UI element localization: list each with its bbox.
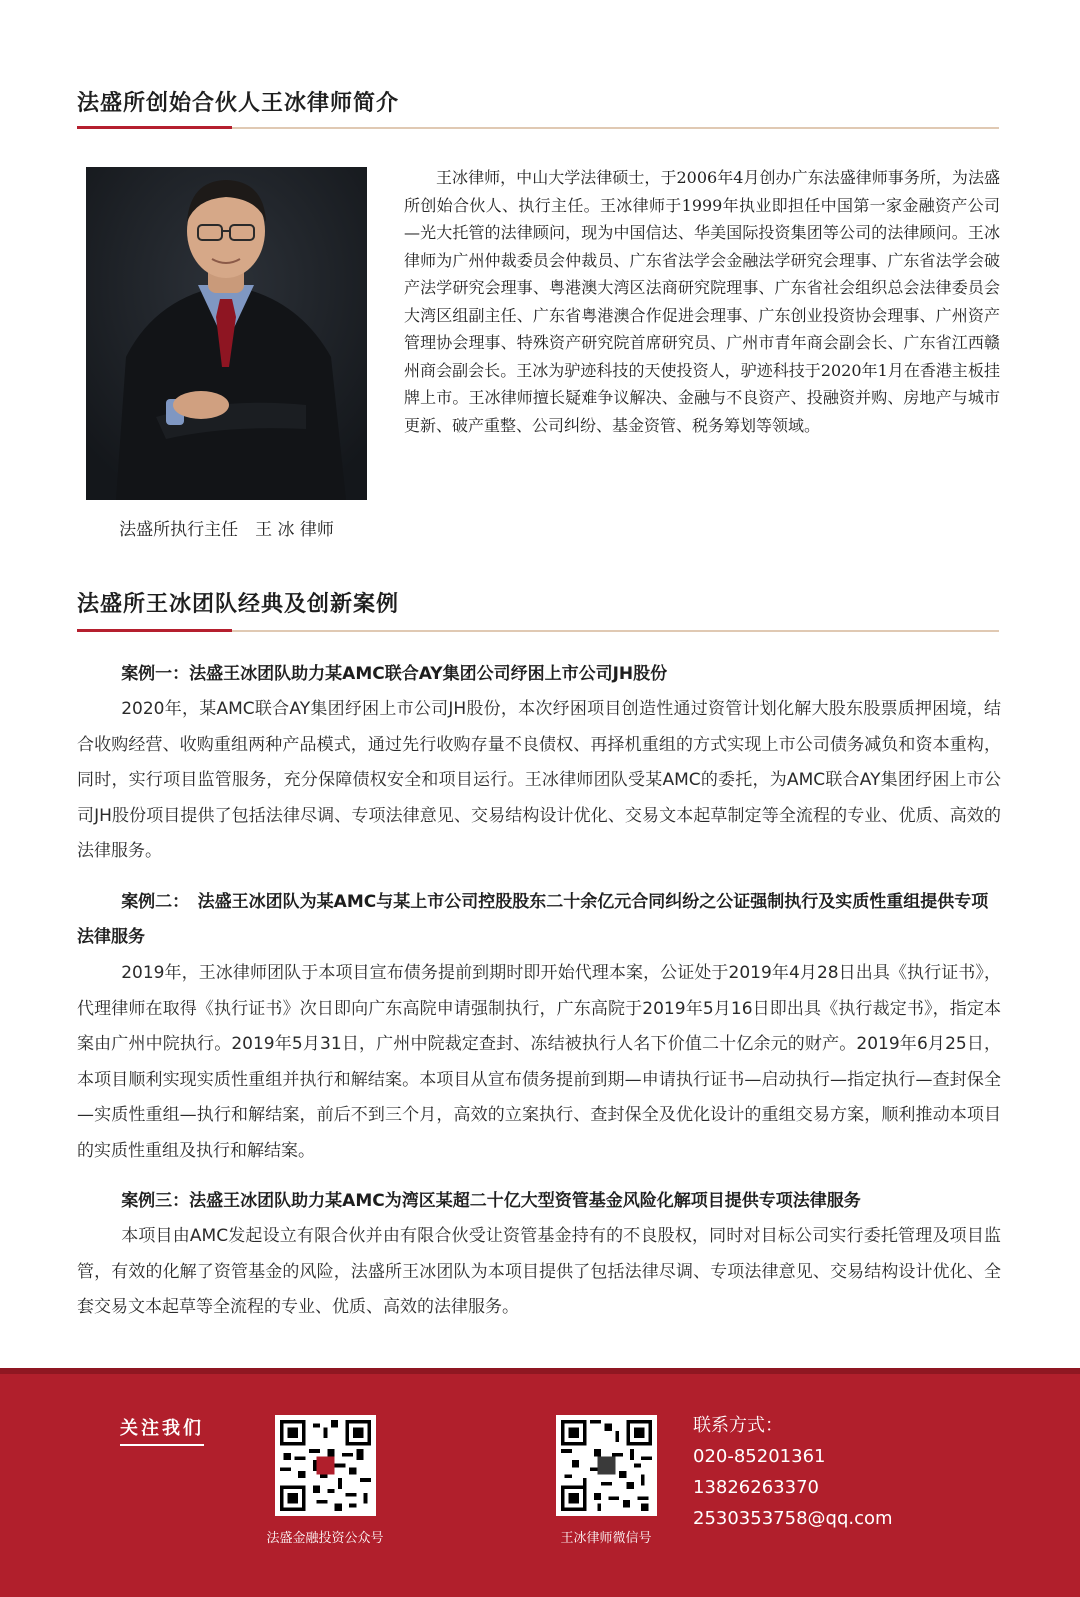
qr-code-wechat[interactable] bbox=[556, 1415, 657, 1516]
phone-landline[interactable]: 020-85201361 bbox=[693, 1446, 826, 1467]
lawyer-bio: 王冰律师，中山大学法律硕士，于2006年4月创办广东法盛律师事务所，为法盛所创始合伙人、执行主任。王冰律师于1999年执业即担任中国第一家金融资产公司—光大托管的法律顾问，现为中国信达、华美国际投资集团等公司的法律顾问。王冰律师为广州仲裁委员会仲裁员、广东省法学会金融法学研究会理事、广东省法学会破产法学研究会理事、粤港澳大湾区法商研究院理事、广东省社会组织总会法律委员会大湾区组副主任、广东省粤港澳合作促进会理事、广东创业投资协会理事、广州资产管理协会理事、特殊资产研究院首席研究员、广州市青年商会副会长、广东省江西赣州商会副会长。王冰为驴迹科技的天使投资人，驴迹科技于2020年1月在香港主板挂牌上市。王冰律师擅长疑难争议解决、金融与不良资产、投融资并购、房地产与城市更新、破产重整、公司纠纷、基金资管、税务筹划等领域。 bbox=[404, 168, 1000, 435]
email-link[interactable]: 2530353758@qq.com bbox=[693, 1508, 893, 1529]
phone-mobile[interactable]: 13826263370 bbox=[693, 1477, 819, 1498]
portrait-caption: 法盛所执行主任 王 冰 律师 bbox=[119, 520, 334, 540]
qr-label-wechat: 王冰律师微信号 bbox=[560, 1531, 652, 1546]
case-3-body: 本项目由AMC发起设立有限合伙并由有限合伙受让资管基金持有的不良股权，同时对目标公司实行委托管理及项目监管，有效的化解了资管基金的风险，法盛所王冰团队为本项目提供了包括法律尽调、专项法律意见、交易结构设计优化、全套交易文本起草等全流程的专业、优质、高效的法律服务。 bbox=[77, 1226, 1001, 1317]
section-title-profile: 法盛所创始合伙人王冰律师简介 bbox=[77, 91, 400, 116]
divider-accent bbox=[77, 629, 232, 632]
divider-accent bbox=[77, 126, 232, 129]
section-divider bbox=[77, 630, 999, 632]
section-title-cases: 法盛所王冰团队经典及创新案例 bbox=[77, 592, 400, 617]
follow-us-label: 关注我们 bbox=[120, 1414, 204, 1446]
case-3-title: 案例三：法盛王冰团队助力某AMC为湾区某超二十亿大型资管基金风险化解项目提供专项法律服务 bbox=[121, 1191, 861, 1211]
qr-label-official-account: 法盛金融投资公众号 bbox=[266, 1531, 384, 1546]
case-2-title: 案例二： 法盛王冰团队为某AMC与某上市公司控股股东二十余亿元合同纠纷之公证强制执行及实质性重组提供专项法律服务 bbox=[77, 892, 989, 947]
contact-info bbox=[693, 1410, 893, 1534]
section-divider bbox=[77, 127, 999, 129]
lawyer-portrait bbox=[86, 167, 367, 500]
qr-code-official-account[interactable] bbox=[275, 1415, 376, 1516]
case-1-title: 案例一：法盛王冰团队助力某AMC联合AY集团公司纾困上市公司JH股份 bbox=[121, 664, 668, 684]
case-1-body: 2020年，某AMC联合AY集团纾困上市公司JH股份，本次纾困项目创造性通过资管计划化解大股东股票质押困境，结合收购经营、收购重组两种产品模式，通过先行收购存量不良债权、再择机重组的方式实现上市公司债务减负和资本重构，同时，实行项目监管服务，充分保障债权安全和项目运行。王冰律师团队受某AMC的委托，为AMC联合AY集团纾困上市公司JH股份项目提供了包括法律尽调、专项法律意见、交易结构设计优化、交易文本起草制定等全流程的专业、优质、高效的法律服务。 bbox=[77, 699, 1001, 861]
contact-title: 联系方式： bbox=[693, 1415, 783, 1436]
footer bbox=[0, 1368, 1080, 1597]
case-2-body: 2019年，王冰律师团队于本项目宣布债务提前到期时即开始代理本案，公证处于2019年4月28日出具《执行证书》，代理律师在取得《执行证书》次日即向广东高院申请强制执行，广东高院于2019年5月16日即出具《执行裁定书》，指定本案由广州中院执行。2019年5月31日，广州中院裁定查封、冻结被执行人名下价值二十亿余元的财产。2019年6月25日，本项目顺利实现实质性重组并执行和解结案。本项目从宣布债务提前到期—申请执行证书—启动执行—指定执行—查封保全—实质性重组—执行和解结案，前后不到三个月，高效的立案执行、查封保全及优化设计的重组交易方案，顺利推动本项目的实质性重组及执行和解结案。 bbox=[77, 963, 1001, 1161]
footer-band bbox=[0, 1368, 1080, 1374]
